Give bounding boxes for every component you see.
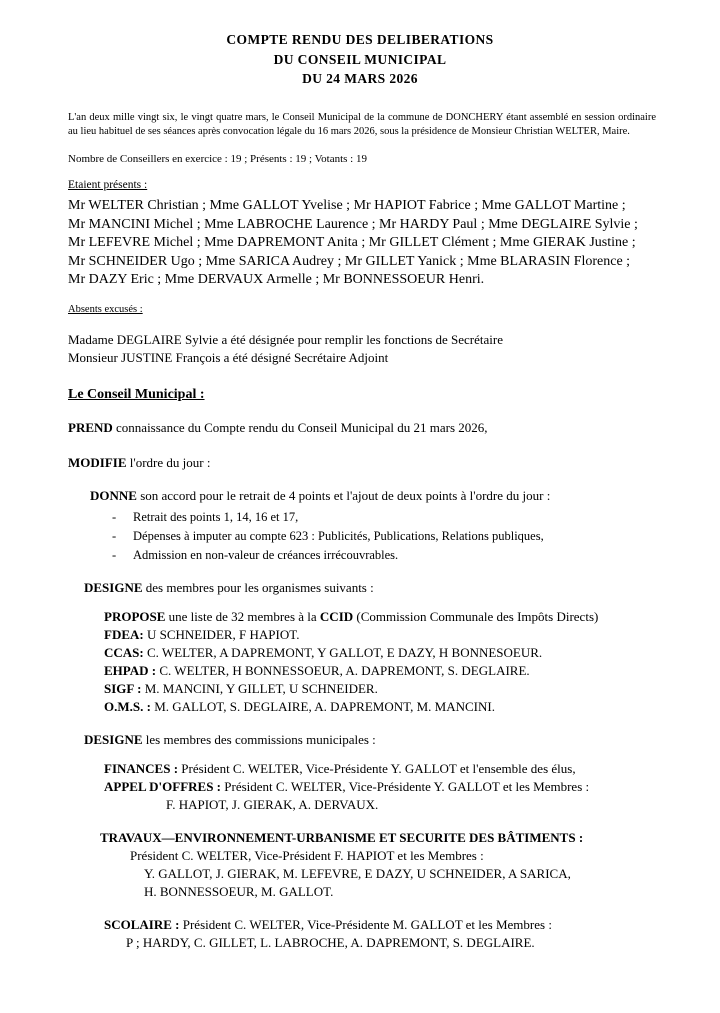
travaux-line-1: Président C. WELTER, Vice-Président F. HAPIOT et les Membres : bbox=[130, 848, 484, 864]
commission-scolaire bbox=[62, 916, 658, 952]
organisme-value: C. WELTER, A DAPREMONT, Y GALLOT, E DAZY, H BONNESOEUR. bbox=[143, 645, 543, 661]
appel-offres-value: Président C. WELTER, Vice-Présidente Y. GALLOT et les Membres : bbox=[221, 779, 590, 795]
bullet-text: Retrait des points 1, 14, 16 et 17, bbox=[133, 510, 299, 525]
bullet-text: Dépenses à imputer au compte 623 : Publicités, Publications, Relations publiques, bbox=[133, 528, 544, 543]
finances-value: Président C. WELTER, Vice-Présidente Y. GALLOT et l'ensemble des élus, bbox=[178, 761, 576, 777]
organisme-entry bbox=[104, 662, 658, 680]
designe-organismes-keyword: DESIGNE bbox=[84, 580, 143, 596]
commission-appel-offres bbox=[104, 778, 658, 796]
dash-icon: - bbox=[112, 528, 117, 543]
secretary-line: Madame DEGLAIRE Sylvie a été désignée pour remplir les fonctions de Secrétaire bbox=[68, 332, 503, 348]
designe-commissions-keyword: DESIGNE bbox=[84, 732, 143, 748]
list-item bbox=[112, 508, 658, 527]
organisme-value: C. WELTER, H BONNESSOEUR, A. DAPREMONT, S. DEGLAIRE. bbox=[156, 663, 530, 679]
travaux-line-3: H. BONNESSOEUR, M. GALLOT. bbox=[144, 883, 334, 899]
donne-paragraph bbox=[62, 487, 658, 505]
dash-icon: - bbox=[112, 547, 117, 562]
organisme-label: O.M.S. : bbox=[104, 699, 151, 715]
title-line-3: DU 24 MARS 2026 bbox=[302, 71, 418, 87]
present-line: Mr WELTER Christian ; Mme GALLOT Yvelise ; Mr HAPIOT Fabrice ; Mme GALLOT Martine ; bbox=[68, 198, 626, 214]
travaux-title: TRAVAUX—ENVIRONNEMENT-URBANISME ET SECURITE DES BÂTIMENTS : bbox=[100, 830, 584, 846]
title-line-2: DU CONSEIL MUNICIPAL bbox=[273, 51, 447, 67]
designe-organismes-text: des membres pour les organismes suivants : bbox=[142, 580, 374, 596]
scolaire-value: Président C. WELTER, Vice-Présidente M. GALLOT et les Membres : bbox=[179, 916, 552, 932]
appel-offres-members: F. HAPIOT, J. GIERAK, A. DERVAUX. bbox=[166, 797, 379, 813]
organisme-entry bbox=[104, 680, 658, 698]
propose-keyword: PROPOSE bbox=[104, 609, 166, 625]
travaux-line-2: Y. GALLOT, J. GIERAK, M. LEFEVRE, E DAZY, U SCHNEIDER, A SARICA, bbox=[144, 865, 571, 881]
organisme-entry bbox=[104, 698, 658, 716]
secretary-block bbox=[62, 331, 658, 367]
donne-bullet-list bbox=[62, 508, 658, 564]
present-line: Mr MANCINI Michel ; Mme LABROCHE Laurence ; Mr HARDY Paul ; Mme DEGLAIRE Sylvie ; bbox=[68, 216, 638, 232]
prend-keyword: PREND bbox=[68, 420, 113, 436]
absent-label: Absents excusés : bbox=[68, 304, 143, 316]
intro-paragraph: L'an deux mille vingt six, le vingt quatre mars, le Conseil Municipal de la commune de DONCHERY étant assemblé en session ordinaire au lieu habituel de ses séances après convocation légale du 16 mars 2026, sous la présidence de Monsieur Christian WELTER, Maire. bbox=[68, 111, 656, 137]
finances-label: FINANCES : bbox=[104, 761, 179, 777]
donne-text: son accord pour le retrait de 4 points et l'ajout de deux points à l'ordre du jour : bbox=[136, 487, 551, 503]
scolaire-label: SCOLAIRE : bbox=[104, 916, 180, 932]
present-line: Mr DAZY Eric ; Mme DERVAUX Armelle ; Mr BONNESSOEUR Henri. bbox=[68, 272, 485, 288]
commissions-block bbox=[62, 760, 658, 814]
list-item bbox=[112, 546, 658, 565]
designe-commissions-paragraph bbox=[62, 731, 658, 749]
prend-paragraph bbox=[62, 419, 658, 437]
organisme-value: M. GALLOT, S. DEGLAIRE, A. DAPREMONT, M. MANCINI. bbox=[150, 699, 495, 715]
organisme-label: EHPAD : bbox=[104, 663, 157, 679]
title-line-1: COMPTE RENDU DES DELIBERATIONS bbox=[226, 32, 494, 47]
bullet-text: Admission en non-valeur de créances irrécouvrables. bbox=[133, 547, 399, 562]
scolaire-members: P ; HARDY, C. GILLET, L. LABROCHE, A. DAPREMONT, S. DEGLAIRE. bbox=[126, 934, 535, 950]
organisme-value: M. MANCINI, Y GILLET, U SCHNEIDER. bbox=[141, 681, 378, 697]
present-line: Mr LEFEVRE Michel ; Mme DAPREMONT Anita ; Mr GILLET Clément ; Mme GIERAK Justine ; bbox=[68, 235, 636, 251]
commission-travaux bbox=[62, 829, 658, 901]
councillor-counts: Nombre de Conseillers en exercice : 19 ; Présents : 19 ; Votants : 19 bbox=[68, 153, 367, 166]
present-line: Mr SCHNEIDER Ugo ; Mme SARICA Audrey ; Mr GILLET Yanick ; Mme BLARASIN Florence ; bbox=[68, 253, 631, 269]
document-title bbox=[62, 30, 658, 89]
organisme-label: SIGF : bbox=[104, 681, 142, 697]
commission-finances bbox=[104, 760, 658, 778]
scolaire-line bbox=[104, 916, 658, 934]
propose-text-after: (Commission Communale des Impôts Directs) bbox=[353, 609, 599, 625]
designe-organismes-paragraph bbox=[62, 579, 658, 597]
dash-icon: - bbox=[112, 510, 117, 525]
organisme-label: CCAS: bbox=[104, 645, 144, 661]
propose-ccid: CCID bbox=[319, 609, 354, 625]
organisme-entry bbox=[104, 644, 658, 662]
prend-text: connaissance du Compte rendu du Conseil Municipal du 21 mars 2026, bbox=[112, 420, 488, 436]
propose-text-before: une liste de 32 membres à la bbox=[165, 609, 320, 625]
modifie-paragraph bbox=[62, 454, 658, 472]
propose-line bbox=[104, 608, 658, 626]
organismes-block bbox=[62, 608, 658, 716]
organisme-label: FDEA: bbox=[104, 627, 144, 643]
list-item bbox=[112, 527, 658, 546]
council-heading: Le Conseil Municipal : bbox=[68, 387, 205, 403]
organisme-entry bbox=[104, 626, 658, 644]
donne-keyword: DONNE bbox=[90, 487, 137, 503]
organisme-value: U SCHNEIDER, F HAPIOT. bbox=[143, 627, 300, 643]
modifie-text: l'ordre du jour : bbox=[126, 454, 211, 470]
appel-offres-label: APPEL D'OFFRES : bbox=[104, 779, 222, 795]
present-label: Etaient présents : bbox=[68, 179, 148, 192]
secretary-line: Monsieur JUSTINE François a été désigné Secrétaire Adjoint bbox=[68, 350, 389, 366]
present-members-list bbox=[62, 197, 658, 290]
modifie-keyword: MODIFIE bbox=[68, 454, 127, 470]
designe-commissions-text: les membres des commissions municipales : bbox=[142, 732, 376, 748]
